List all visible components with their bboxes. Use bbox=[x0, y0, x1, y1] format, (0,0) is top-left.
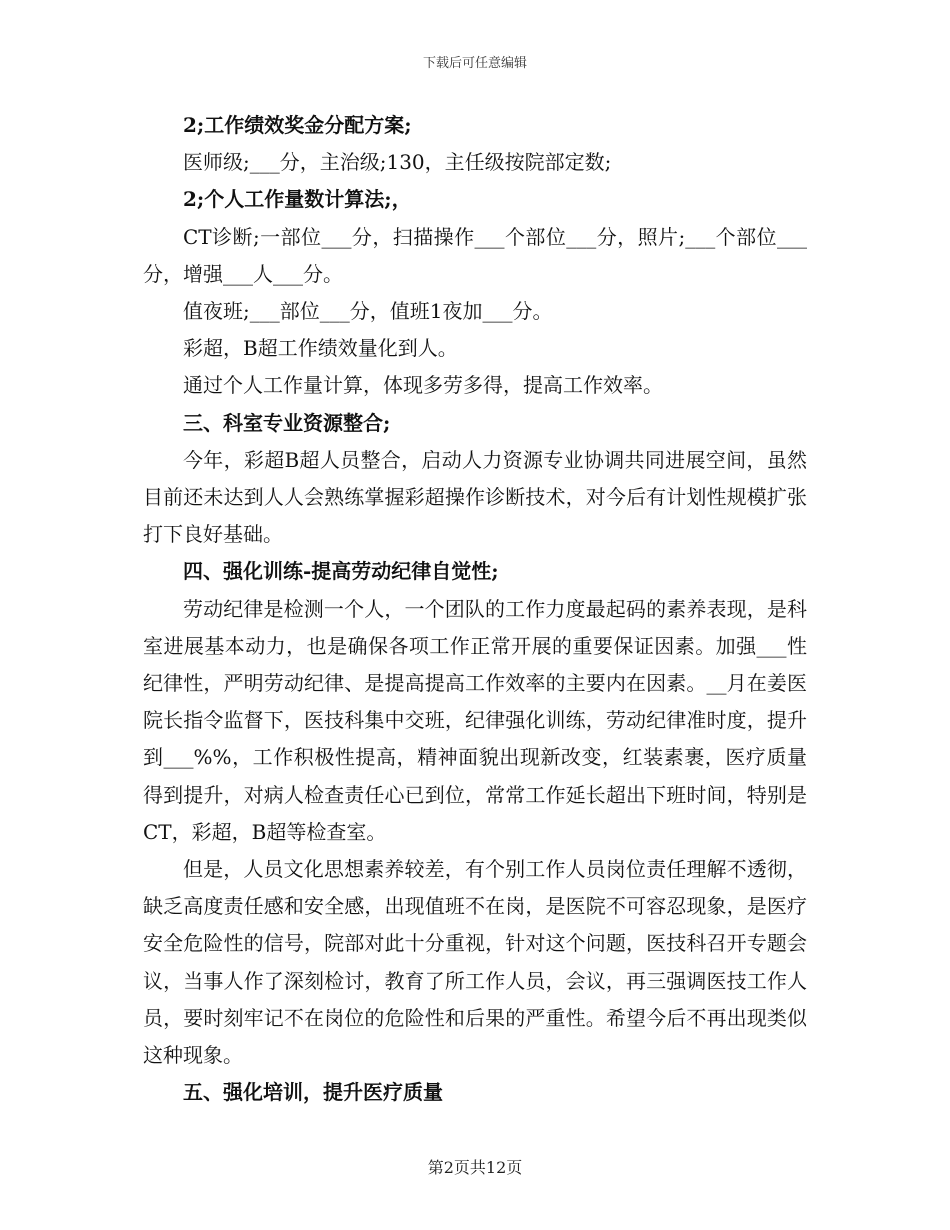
heading-section-4: 四、强化训练-提高劳动纪律自觉性; bbox=[183, 559, 499, 584]
paragraph-workload-summary: 通过个人工作量计算，体现多劳多得，提高工作效率。 bbox=[183, 373, 663, 398]
paragraph-ultrasound: 彩超，B超工作绩效量化到人。 bbox=[183, 336, 458, 361]
paragraph-labor-discipline: 劳动纪律是检测一个人，一个团队的工作力度最起码的素养表现，是科室进展基本动力，也是确保各项工作正常开展的重要保证因素。加强___性纪律性，严明劳动纪律、是提高提高工作效率的主要内在因素。__月在姜医院长指令监督下，医技科集中交班，纪律强化训练，劳动纪律准时度，提升到___%%，工作积极性提高，精神面貌出现新改变，红装素裹，医疗质量得到提升，对病人检查责任心已到位，常常工作延长超出下班时间，特别是CT，彩超，B超等检查室。 bbox=[143, 596, 807, 844]
heading-section-5: 五、强化培训，提升医疗质量 bbox=[183, 1080, 443, 1105]
heading-bonus-plan: 2;工作绩效奖金分配方案; bbox=[183, 113, 412, 137]
heading-workload-calc: 2;个人工作量数计算法;， bbox=[183, 187, 412, 212]
document-body bbox=[143, 107, 807, 1111]
paragraph-resource-integration: 今年，彩超B超人员整合，启动人力资源专业协调共同进展空间，虽然目前还未达到人人会熟练掌握彩超操作诊断技术，对今后有计划性规模扩张打下良好基础。 bbox=[143, 447, 807, 547]
paragraph-ct-diagnosis: CT诊断;一部位___分，扫描操作___个部位___分，照片;___个部位___分，增强___人___分。 bbox=[143, 224, 807, 286]
paragraph-doctor-levels: 医师级;___分，主治级;130，主任级按院部定数; bbox=[183, 150, 612, 175]
header-note: 下载后可任意编辑 bbox=[422, 56, 527, 71]
heading-section-3: 三、科室专业资源整合; bbox=[183, 410, 391, 435]
paragraph-night-shift: 值夜班;___部位___分，值班1夜加___分。 bbox=[183, 299, 553, 324]
page-number: 第2页共12页 bbox=[427, 1158, 523, 1177]
paragraph-staff-quality: 但是，人员文化思想素养较差，有个别工作人员岗位责任理解不透彻，缺乏高度责任感和安全感，出现值班不在岗，是医院不可容忍现象，是医疗安全危险性的信号，院部对此十分重视，针对这个问题，医技科召开专题会议，当事人作了深刻检讨，教育了所工作人员，会议，再三强调医技工作人员，要时刻牢记不在岗位的危险性和后果的严重性。希望今后不再出现类似这种现象。 bbox=[143, 857, 807, 1068]
